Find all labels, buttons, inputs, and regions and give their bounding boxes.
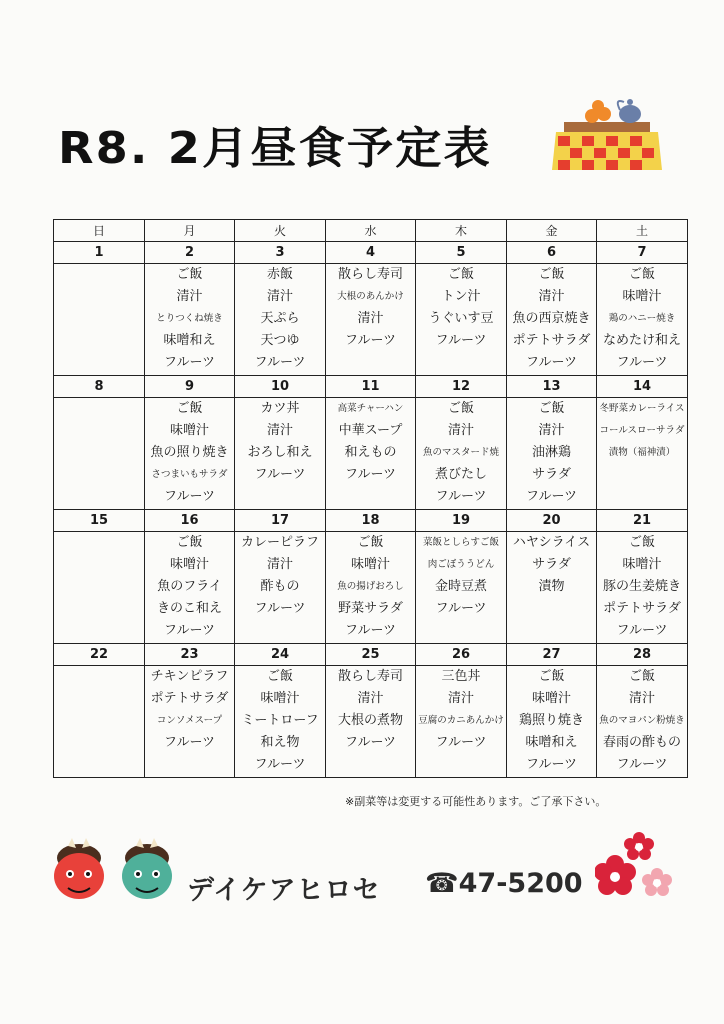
menu-cell xyxy=(235,398,326,510)
menu-item: サラダ xyxy=(532,467,571,482)
menu-item: 大根の煮物 xyxy=(337,713,403,728)
menu-item: 赤飯 xyxy=(266,267,293,282)
menu-item: 和え物 xyxy=(260,735,300,750)
menu-item: 清汁 xyxy=(176,289,203,304)
menu-item: ご飯 xyxy=(176,401,203,416)
menu-item: 酢もの xyxy=(260,579,300,594)
menu-item: チキンピラフ xyxy=(150,669,229,684)
menu-item: フルーツ xyxy=(164,735,215,750)
menu-item: ご飯 xyxy=(538,267,565,282)
menu-cell xyxy=(597,264,688,376)
menu-item: 清汁 xyxy=(357,691,384,706)
weekday-header: 日 xyxy=(54,220,145,242)
menu-item: フルーツ xyxy=(345,623,396,638)
menu-item: フルーツ xyxy=(616,623,668,638)
menu-item: 味噌汁 xyxy=(169,557,209,572)
menu-item: ご飯 xyxy=(266,669,293,684)
kotatsu-illustration xyxy=(552,92,662,172)
weekday-header: 火 xyxy=(235,220,326,242)
menu-item: 肉ごぼううどん xyxy=(427,559,495,570)
menu-cell xyxy=(326,264,416,376)
menu-item: フルーツ xyxy=(435,601,487,616)
menu-item: 天ぷら xyxy=(260,311,300,326)
menu-item: フルーツ xyxy=(435,333,487,348)
weekday-header: 水 xyxy=(326,220,416,242)
menu-item: ご飯 xyxy=(538,401,565,416)
weekday-header-row xyxy=(54,220,688,242)
menu-item: フルーツ xyxy=(254,467,306,482)
menu-item: きのこ和え xyxy=(156,601,222,616)
weekday-header: 月 xyxy=(145,220,235,242)
menu-item: 清汁 xyxy=(266,289,293,304)
menu-cell xyxy=(416,666,507,778)
menu-item: 魚のマヨパン粉焼き xyxy=(599,715,685,726)
menu-item: ハヤシライス xyxy=(512,535,591,550)
menu-cell xyxy=(507,398,597,510)
menu-item: 清汁 xyxy=(447,691,474,706)
menu-item: 鶏のハニー焼き xyxy=(608,313,676,324)
date-row xyxy=(54,242,688,264)
menu-item: 清汁 xyxy=(266,557,293,572)
date-cell: 21 xyxy=(597,510,688,532)
date-cell: 27 xyxy=(507,644,597,666)
menu-item: フルーツ xyxy=(616,355,668,370)
menu-cell xyxy=(235,666,326,778)
menu-item: ご飯 xyxy=(538,669,565,684)
menu-item: とりつくね焼き xyxy=(156,313,223,324)
menu-item: フルーツ xyxy=(254,601,306,616)
page-title: R8. 2月昼食予定表 xyxy=(58,123,492,174)
date-cell: 2 xyxy=(145,242,235,264)
date-cell: 1 xyxy=(54,242,145,264)
menu-cell xyxy=(326,666,416,778)
menu-item: ご飯 xyxy=(176,535,203,550)
date-cell: 18 xyxy=(326,510,416,532)
date-row xyxy=(54,644,688,666)
menu-item: フルーツ xyxy=(345,467,396,482)
date-row xyxy=(54,376,688,398)
menu-item: フルーツ xyxy=(164,623,215,638)
menu-item: 味噌和え xyxy=(163,333,216,348)
lunch-calendar xyxy=(53,219,688,778)
menu-item: 冬野菜カレーライス xyxy=(599,403,685,414)
menu-item: ご飯 xyxy=(628,669,655,684)
date-cell: 24 xyxy=(235,644,326,666)
menu-cell xyxy=(54,666,145,778)
menu-item: 春雨の酢もの xyxy=(602,735,681,750)
menu-cell xyxy=(145,532,235,644)
menu-item: ご飯 xyxy=(628,535,655,550)
menu-item: 散らし寿司 xyxy=(337,267,403,282)
menu-item: 三色丼 xyxy=(441,669,481,684)
brand-name: デイケアヒロセ xyxy=(187,875,381,906)
menu-item: 味噌汁 xyxy=(531,691,571,706)
menu-item: カレーピラフ xyxy=(240,535,319,550)
menu-cell xyxy=(416,532,507,644)
menu-item: サラダ xyxy=(532,557,571,572)
date-cell: 15 xyxy=(54,510,145,532)
date-cell: 23 xyxy=(145,644,235,666)
menu-cell xyxy=(597,666,688,778)
menu-item: なめたけ和え xyxy=(602,333,681,348)
date-row xyxy=(54,510,688,532)
date-cell: 16 xyxy=(145,510,235,532)
phone-number: ☎47-5200 xyxy=(425,868,583,899)
menu-cell xyxy=(416,264,507,376)
menu-item: トン汁 xyxy=(441,289,481,304)
menu-row xyxy=(54,398,688,510)
date-cell: 5 xyxy=(416,242,507,264)
weekday-header: 金 xyxy=(507,220,597,242)
menu-item: 油淋鶏 xyxy=(531,445,571,460)
menu-item: 清汁 xyxy=(447,423,474,438)
menu-item: 高菜チャーハン xyxy=(337,403,404,414)
menu-item: 清汁 xyxy=(538,423,565,438)
menu-cell xyxy=(597,532,688,644)
menu-cell xyxy=(145,666,235,778)
date-cell: 9 xyxy=(145,376,235,398)
menu-row xyxy=(54,532,688,644)
date-cell: 22 xyxy=(54,644,145,666)
menu-item: 清汁 xyxy=(357,311,384,326)
menu-cell xyxy=(54,532,145,644)
menu-cell xyxy=(507,666,597,778)
menu-item: フルーツ xyxy=(254,757,306,772)
menu-item: 豆腐のカニあんかけ xyxy=(418,715,504,726)
menu-row xyxy=(54,666,688,778)
menu-item: フルーツ xyxy=(254,355,306,370)
date-cell: 20 xyxy=(507,510,597,532)
date-cell: 3 xyxy=(235,242,326,264)
menu-item: フルーツ xyxy=(164,489,215,504)
date-cell: 13 xyxy=(507,376,597,398)
menu-item: さつまいもサラダ xyxy=(151,469,228,480)
menu-item: 味噌汁 xyxy=(260,691,300,706)
date-cell: 4 xyxy=(326,242,416,264)
menu-item: 金時豆煮 xyxy=(434,579,487,594)
menu-item: 味噌汁 xyxy=(622,289,662,304)
menu-item: ポテトサラダ xyxy=(150,691,229,706)
menu-item: 魚の西京焼き xyxy=(512,311,591,326)
menu-row xyxy=(54,264,688,376)
menu-cell xyxy=(507,532,597,644)
menu-item: 大根のあんかけ xyxy=(337,291,404,302)
date-cell: 28 xyxy=(597,644,688,666)
menu-cell xyxy=(145,264,235,376)
menu-item: フルーツ xyxy=(526,757,577,772)
menu-item: 和えもの xyxy=(344,445,397,460)
menu-item: ご飯 xyxy=(357,535,384,550)
menu-item: 味噌汁 xyxy=(169,423,209,438)
date-cell: 17 xyxy=(235,510,326,532)
menu-item: ご飯 xyxy=(628,267,655,282)
plum-flower-icon xyxy=(595,830,680,910)
menu-item: 天つゆ xyxy=(260,333,300,348)
menu-item: 野菜サラダ xyxy=(338,601,403,616)
menu-item: 魚の照り焼き xyxy=(150,445,229,460)
menu-item: 漬物（福神漬） xyxy=(608,447,676,458)
red-oni-icon xyxy=(50,838,108,902)
menu-cell xyxy=(507,264,597,376)
weekday-header: 木 xyxy=(416,220,507,242)
menu-item: 味噌汁 xyxy=(622,557,662,572)
menu-item: フルーツ xyxy=(526,489,577,504)
weekday-header: 土 xyxy=(597,220,688,242)
menu-item: 清汁 xyxy=(628,691,655,706)
date-cell: 8 xyxy=(54,376,145,398)
menu-item: ポテトサラダ xyxy=(603,601,681,616)
menu-item: ご飯 xyxy=(176,267,203,282)
menu-cell xyxy=(326,532,416,644)
menu-item: おろし和え xyxy=(247,445,313,460)
menu-item: ポテトサラダ xyxy=(512,333,591,348)
menu-cell xyxy=(326,398,416,510)
menu-item: ご飯 xyxy=(447,401,474,416)
menu-item: フルーツ xyxy=(526,355,577,370)
menu-item: ミートローフ xyxy=(241,713,319,728)
menu-item: カツ丼 xyxy=(260,401,300,416)
date-cell: 19 xyxy=(416,510,507,532)
menu-item: 味噌和え xyxy=(525,735,578,750)
menu-item: 煮びたし xyxy=(434,467,487,482)
date-cell: 25 xyxy=(326,644,416,666)
menu-cell xyxy=(597,398,688,510)
menu-item: フルーツ xyxy=(435,735,487,750)
green-oni-icon xyxy=(118,838,176,902)
menu-cell xyxy=(145,398,235,510)
disclaimer-note: ※副菜等は変更する可能性あります。ご了承下さい。 xyxy=(345,795,607,808)
menu-cell xyxy=(416,398,507,510)
date-cell: 14 xyxy=(597,376,688,398)
menu-item: 魚のフライ xyxy=(157,579,222,594)
menu-item: 菜飯としらすご飯 xyxy=(422,537,499,548)
menu-item: うぐいす豆 xyxy=(428,311,494,326)
menu-item: 鶏照り焼き xyxy=(518,713,584,728)
menu-item: フルーツ xyxy=(345,333,396,348)
menu-item: フルーツ xyxy=(435,489,487,504)
menu-item: フルーツ xyxy=(616,757,668,772)
menu-item: 清汁 xyxy=(266,423,293,438)
menu-item: コールスローサラダ xyxy=(599,425,685,436)
date-cell: 7 xyxy=(597,242,688,264)
menu-item: フルーツ xyxy=(164,355,215,370)
menu-item: 豚の生姜焼き xyxy=(602,579,681,594)
menu-cell xyxy=(54,398,145,510)
menu-item: 清汁 xyxy=(538,289,565,304)
menu-item: 散らし寿司 xyxy=(337,669,403,684)
date-cell: 12 xyxy=(416,376,507,398)
menu-item: 味噌汁 xyxy=(350,557,390,572)
menu-cell xyxy=(235,264,326,376)
date-cell: 10 xyxy=(235,376,326,398)
menu-item: ご飯 xyxy=(447,267,474,282)
date-cell: 11 xyxy=(326,376,416,398)
menu-cell xyxy=(54,264,145,376)
menu-item: コンソメスープ xyxy=(156,715,223,726)
menu-item: 漬物 xyxy=(538,579,565,594)
menu-item: 魚のマスタード焼 xyxy=(422,447,499,458)
menu-item: 魚の揚げおろし xyxy=(337,581,404,592)
menu-cell xyxy=(235,532,326,644)
menu-item: フルーツ xyxy=(345,735,396,750)
date-cell: 6 xyxy=(507,242,597,264)
menu-item: 中華スープ xyxy=(338,423,403,438)
date-cell: 26 xyxy=(416,644,507,666)
